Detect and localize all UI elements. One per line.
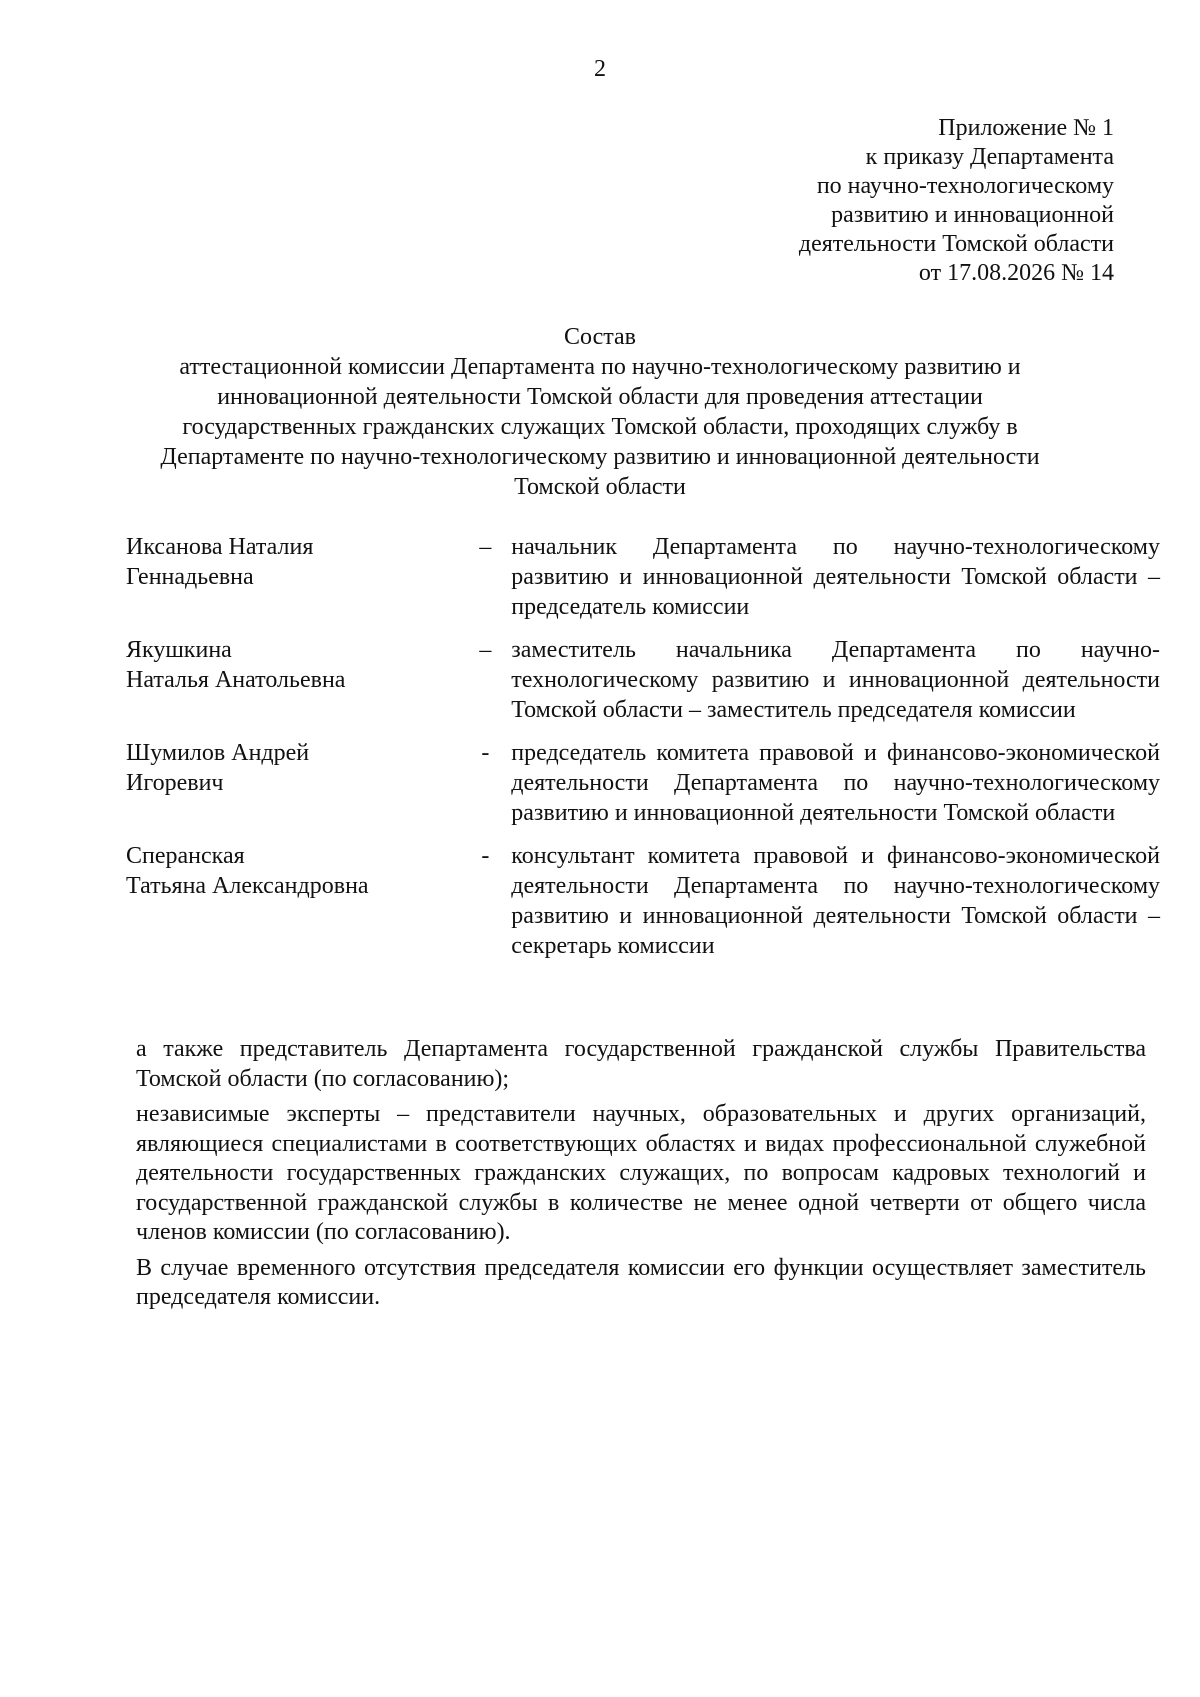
member-name: Иксанова Наталия Геннадьевна <box>126 534 314 590</box>
member-name: Сперанская Татьяна Александровна <box>126 843 369 899</box>
title-heading: Состав <box>563 324 637 350</box>
notes-section <box>136 1035 1146 1319</box>
member-dash: – <box>479 637 492 663</box>
member-row <box>126 738 1160 828</box>
title-line: аттестационной комиссии Департамента по научно-технологическому развитию и <box>179 354 1021 380</box>
members-list <box>126 532 1160 974</box>
member-row <box>126 635 1160 725</box>
note-paragraph: В случае временного отсутствия председателя комиссии его функции осуществляет заместитель председателя комиссии. <box>136 1254 1146 1310</box>
member-row <box>126 841 1160 961</box>
title-line: инновационной деятельности Томской области для проведения аттестации <box>217 384 983 410</box>
note-paragraph: а также представитель Департамента государственной гражданской службы Правительства Томской области (по согласованию); <box>136 1036 1146 1092</box>
appendix-line: к приказу Департамента <box>865 144 1114 170</box>
member-role: заместитель начальника Департамента по научно-технологическому развитию и инновационной деятельности Томской области – заместитель председателя комиссии <box>511 637 1160 723</box>
member-name: Шумилов Андрей Игоревич <box>126 740 310 796</box>
appendix-header <box>799 114 1114 288</box>
appendix-line: по научно-технологическому <box>816 173 1114 199</box>
appendix-line: от 17.08.2026 № 14 <box>918 260 1114 286</box>
member-dash: - <box>481 740 490 766</box>
title-line: Томской области <box>514 474 686 500</box>
note-paragraph: независимые эксперты – представители научных, образовательных и других организаций, являющиеся специалистами в соответствующих областях и видах профессиональной служебной деятельности государственных гражданских служащих, по вопросам кадровых технологий и государственной гражданской службы в количестве не менее одной четверти от общего числа членов комиссии (по согласованию). <box>136 1101 1146 1245</box>
member-role: председатель комитета правовой и финансово-экономической деятельности Департамента по научно-технологическому развитию и инновационной деятельности Томской области <box>511 740 1160 826</box>
document-title <box>120 322 1080 502</box>
member-role: консультант комитета правовой и финансово-экономической деятельности Департамента по научно-технологическому развитию и инновационной деятельности Томской области – секретарь комиссии <box>511 843 1160 959</box>
title-line: государственных гражданских служащих Томской области, проходящих службу в <box>182 414 1018 440</box>
member-dash: - <box>481 843 490 869</box>
member-name: Якушкина Наталья Анатольевна <box>126 637 346 693</box>
page-number: 2 <box>594 56 606 82</box>
member-role: начальник Департамента по научно-технологическому развитию и инновационной деятельности Томской области – председатель комиссии <box>511 534 1160 620</box>
title-line: Департаменте по научно-технологическому развитию и инновационной деятельности <box>160 444 1040 470</box>
appendix-line: Приложение № 1 <box>938 115 1114 141</box>
appendix-line: деятельности Томской области <box>798 231 1114 257</box>
member-row <box>126 532 1160 622</box>
appendix-line: развитию и инновационной <box>831 202 1114 228</box>
member-dash: – <box>479 534 492 560</box>
